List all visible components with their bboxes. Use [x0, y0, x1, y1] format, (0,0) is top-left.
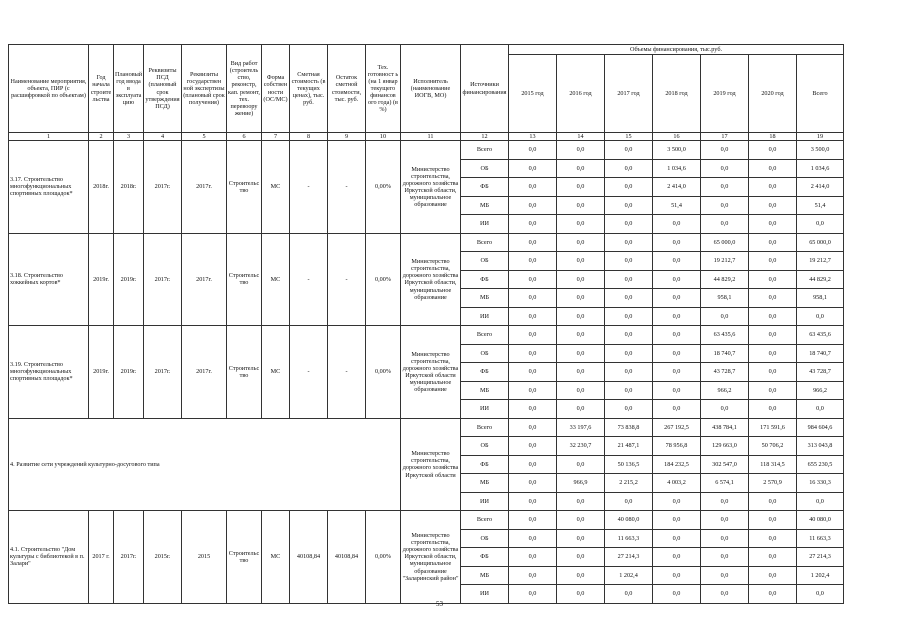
- value-cell: 0,0: [749, 270, 797, 289]
- value-cell: 0,0: [701, 196, 749, 215]
- value-cell: 0,0: [653, 215, 701, 234]
- value-cell: 19 212,7: [797, 252, 844, 271]
- source-cell: ФБ: [461, 363, 509, 382]
- value-cell: 4 003,2: [653, 474, 701, 493]
- remain-cell: -: [328, 233, 366, 326]
- value-cell: 1 202,4: [797, 566, 844, 585]
- value-cell: 0,0: [557, 326, 605, 345]
- source-cell: МБ: [461, 196, 509, 215]
- value-cell: 43 728,7: [797, 363, 844, 382]
- value-cell: 0,0: [701, 511, 749, 530]
- source-cell: Всего: [461, 141, 509, 160]
- value-cell: 1 034,6: [797, 159, 844, 178]
- value-cell: 0,0: [509, 548, 557, 567]
- value-cell: 63 435,6: [797, 326, 844, 345]
- source-cell: ИИ: [461, 400, 509, 419]
- column-number-cell: 14: [557, 133, 605, 141]
- start-year-cell: 2018г.: [89, 141, 114, 234]
- value-cell: 0,0: [509, 326, 557, 345]
- cost-cell: -: [290, 326, 328, 419]
- value-cell: 32 230,7: [557, 437, 605, 456]
- column-number-cell: 12: [461, 133, 509, 141]
- value-cell: 0,0: [749, 289, 797, 308]
- value-cell: 0,0: [653, 233, 701, 252]
- source-cell: ОБ: [461, 252, 509, 271]
- value-cell: 51,4: [797, 196, 844, 215]
- source-cell: ИИ: [461, 585, 509, 604]
- value-cell: 0,0: [557, 381, 605, 400]
- column-number-cell: 7: [262, 133, 290, 141]
- value-cell: 184 232,5: [653, 455, 701, 474]
- value-cell: 0,0: [749, 363, 797, 382]
- work-type-cell: Строительс тво: [227, 233, 262, 326]
- value-cell: 0,0: [557, 585, 605, 604]
- value-cell: 0,0: [557, 196, 605, 215]
- value-cell: 0,0: [509, 400, 557, 419]
- value-cell: 0,0: [605, 400, 653, 419]
- psd-cell: 2017г.: [144, 233, 182, 326]
- value-cell: 0,0: [701, 307, 749, 326]
- value-cell: 0,0: [509, 344, 557, 363]
- column-number-cell: 4: [144, 133, 182, 141]
- value-cell: 267 192,5: [653, 418, 701, 437]
- psd-cell: 2015г.: [144, 511, 182, 604]
- value-cell: 0,0: [797, 400, 844, 419]
- section-title: 4. Развитие сети учреждений культурно-досугового типа: [9, 418, 401, 511]
- executor-cell: Министерство строительства, дорожного хозяйства Иркутской области, муниципальное образование "Заларинский район": [401, 511, 461, 604]
- value-cell: 655 230,5: [797, 455, 844, 474]
- table-row: [9, 141, 844, 160]
- header-executor: Исполнитель (наименование ИОГВ, МО): [401, 45, 461, 133]
- readiness-cell: 0,00%: [366, 511, 401, 604]
- value-cell: 0,0: [653, 511, 701, 530]
- source-cell: ОБ: [461, 437, 509, 456]
- value-cell: 65 000,0: [701, 233, 749, 252]
- value-cell: 0,0: [701, 529, 749, 548]
- column-number-cell: 6: [227, 133, 262, 141]
- value-cell: 0,0: [509, 529, 557, 548]
- value-cell: 0,0: [509, 307, 557, 326]
- source-cell: МБ: [461, 474, 509, 493]
- value-cell: 0,0: [653, 344, 701, 363]
- value-cell: 11 663,3: [605, 529, 653, 548]
- start-year-cell: 2019г.: [89, 233, 114, 326]
- value-cell: 313 043,8: [797, 437, 844, 456]
- value-cell: 0,0: [749, 511, 797, 530]
- source-cell: Всего: [461, 511, 509, 530]
- header-work-type: Вид работ (строитель ство, реконстр, кап. ремонт, тех. перевоору жение): [227, 45, 262, 133]
- commission-year-cell: 2018г.: [114, 141, 144, 234]
- value-cell: 0,0: [509, 196, 557, 215]
- value-cell: 958,1: [797, 289, 844, 308]
- header-commission-year: Плановый год ввода в эксплуата цию: [114, 45, 144, 133]
- start-year-cell: 2019г.: [89, 326, 114, 419]
- value-cell: 0,0: [749, 529, 797, 548]
- source-cell: МБ: [461, 381, 509, 400]
- value-cell: 0,0: [749, 159, 797, 178]
- executor-cell: Министерство строительства, дорожного хозяйства Иркутской области, муниципальное образование: [401, 141, 461, 234]
- value-cell: 0,0: [557, 548, 605, 567]
- source-cell: Всего: [461, 326, 509, 345]
- header-remain: Остаток сметной стоимости, тыс. руб.: [328, 45, 366, 133]
- commission-year-cell: 2019г.: [114, 326, 144, 419]
- value-cell: 3 500,0: [797, 141, 844, 160]
- value-cell: 0,0: [509, 159, 557, 178]
- value-cell: 16 330,3: [797, 474, 844, 493]
- value-cell: 0,0: [605, 344, 653, 363]
- financing-table: [8, 44, 844, 604]
- value-cell: 11 663,3: [797, 529, 844, 548]
- value-cell: 0,0: [749, 492, 797, 511]
- column-number-cell: 16: [653, 133, 701, 141]
- readiness-cell: 0,00%: [366, 233, 401, 326]
- value-cell: 0,0: [653, 289, 701, 308]
- header-funding-title: Объемы финансирования, тыс.руб.: [509, 45, 844, 55]
- value-cell: 0,0: [701, 141, 749, 160]
- column-number-cell: 9: [328, 133, 366, 141]
- value-cell: 0,0: [653, 381, 701, 400]
- value-cell: 0,0: [653, 492, 701, 511]
- expertise-cell: 2017г.: [182, 233, 227, 326]
- column-number-cell: 15: [605, 133, 653, 141]
- value-cell: 0,0: [653, 400, 701, 419]
- value-cell: 438 784,1: [701, 418, 749, 437]
- psd-cell: 2017г.: [144, 141, 182, 234]
- value-cell: 0,0: [509, 178, 557, 197]
- value-cell: 0,0: [557, 233, 605, 252]
- source-cell: ФБ: [461, 178, 509, 197]
- header-year-2020: 2020 год: [749, 55, 797, 133]
- ownership-cell: МС: [262, 326, 290, 419]
- value-cell: 118 314,5: [749, 455, 797, 474]
- value-cell: 1 034,6: [653, 159, 701, 178]
- source-cell: ОБ: [461, 159, 509, 178]
- value-cell: 0,0: [557, 400, 605, 419]
- source-cell: МБ: [461, 566, 509, 585]
- source-cell: ФБ: [461, 548, 509, 567]
- value-cell: 0,0: [557, 511, 605, 530]
- value-cell: 0,0: [701, 400, 749, 419]
- commission-year-cell: 2017г.: [114, 511, 144, 604]
- value-cell: 0,0: [749, 326, 797, 345]
- column-number-cell: 8: [290, 133, 328, 141]
- source-cell: ИИ: [461, 307, 509, 326]
- value-cell: 0,0: [605, 159, 653, 178]
- value-cell: 73 838,8: [605, 418, 653, 437]
- value-cell: 0,0: [749, 566, 797, 585]
- value-cell: 63 435,6: [701, 326, 749, 345]
- value-cell: 2 570,9: [749, 474, 797, 493]
- value-cell: 0,0: [557, 159, 605, 178]
- column-number-cell: 18: [749, 133, 797, 141]
- value-cell: 2 215,2: [605, 474, 653, 493]
- value-cell: 0,0: [749, 307, 797, 326]
- header-name: Наименование мероприятия, объекта, ПИР (с расшифровкой по объектам): [9, 45, 89, 133]
- remain-cell: -: [328, 141, 366, 234]
- page-number: 53: [436, 600, 443, 608]
- value-cell: 0,0: [557, 566, 605, 585]
- value-cell: 0,0: [605, 326, 653, 345]
- remain-cell: -: [328, 326, 366, 419]
- value-cell: 0,0: [605, 233, 653, 252]
- value-cell: 0,0: [701, 215, 749, 234]
- work-type-cell: Строительс тво: [227, 511, 262, 604]
- source-cell: ОБ: [461, 344, 509, 363]
- expertise-cell: 2017г.: [182, 326, 227, 419]
- value-cell: 0,0: [557, 141, 605, 160]
- value-cell: 0,0: [749, 233, 797, 252]
- value-cell: 0,0: [557, 363, 605, 382]
- value-cell: 0,0: [509, 381, 557, 400]
- value-cell: 0,0: [605, 492, 653, 511]
- object-name: 3.19. Строительство многофункциональных спортивных площадок*: [9, 326, 89, 419]
- table-row: [9, 326, 844, 345]
- column-number-cell: 2: [89, 133, 114, 141]
- object-name: 3.18. Строительство хоккейных кортов*: [9, 233, 89, 326]
- header-ownership: Форма собствен ности (ОС/МС): [262, 45, 290, 133]
- value-cell: 0,0: [509, 215, 557, 234]
- value-cell: 0,0: [509, 363, 557, 382]
- value-cell: 0,0: [509, 511, 557, 530]
- value-cell: 0,0: [509, 252, 557, 271]
- value-cell: 78 956,8: [653, 437, 701, 456]
- value-cell: 984 604,6: [797, 418, 844, 437]
- value-cell: 0,0: [701, 178, 749, 197]
- value-cell: 0,0: [509, 289, 557, 308]
- value-cell: 18 740,7: [797, 344, 844, 363]
- value-cell: 171 591,6: [749, 418, 797, 437]
- value-cell: 0,0: [749, 141, 797, 160]
- value-cell: 0,0: [605, 141, 653, 160]
- commission-year-cell: 2019г.: [114, 233, 144, 326]
- readiness-cell: 0,00%: [366, 326, 401, 419]
- header-year-2019: 2019 год: [701, 55, 749, 133]
- expertise-cell: 2017г.: [182, 141, 227, 234]
- value-cell: 19 212,7: [701, 252, 749, 271]
- value-cell: 40 080,0: [605, 511, 653, 530]
- table-row: [9, 418, 844, 437]
- cost-cell: -: [290, 233, 328, 326]
- source-cell: Всего: [461, 418, 509, 437]
- value-cell: 0,0: [605, 307, 653, 326]
- value-cell: 0,0: [749, 215, 797, 234]
- object-name: 3.17. Строительство многофункциональных спортивных площадок*: [9, 141, 89, 234]
- value-cell: 1 202,4: [605, 566, 653, 585]
- header-expertise: Реквизиты государствен ной экспертизы (плановый срок получения): [182, 45, 227, 133]
- ownership-cell: МС: [262, 511, 290, 604]
- executor-cell: Министерство строительства, дорожного хозяйства Иркутской области: [401, 418, 461, 511]
- value-cell: 6 574,1: [701, 474, 749, 493]
- value-cell: 50 136,5: [605, 455, 653, 474]
- column-number-cell: 13: [509, 133, 557, 141]
- source-cell: МБ: [461, 289, 509, 308]
- column-number-cell: 11: [401, 133, 461, 141]
- value-cell: 0,0: [749, 252, 797, 271]
- object-name: 4.1. Строительство "Дом культуры с библиотекой в п. Залари": [9, 511, 89, 604]
- value-cell: 0,0: [749, 196, 797, 215]
- value-cell: 3 500,0: [653, 141, 701, 160]
- value-cell: 0,0: [605, 270, 653, 289]
- column-number-cell: 10: [366, 133, 401, 141]
- column-number-cell: 5: [182, 133, 227, 141]
- value-cell: 18 740,7: [701, 344, 749, 363]
- source-cell: Всего: [461, 233, 509, 252]
- value-cell: 0,0: [797, 492, 844, 511]
- source-cell: ИИ: [461, 492, 509, 511]
- ownership-cell: МС: [262, 141, 290, 234]
- value-cell: 0,0: [797, 307, 844, 326]
- value-cell: 0,0: [557, 455, 605, 474]
- value-cell: 0,0: [557, 492, 605, 511]
- value-cell: 0,0: [557, 215, 605, 234]
- value-cell: 0,0: [605, 585, 653, 604]
- value-cell: 0,0: [797, 585, 844, 604]
- value-cell: 0,0: [557, 307, 605, 326]
- value-cell: 0,0: [509, 474, 557, 493]
- value-cell: 966,2: [797, 381, 844, 400]
- executor-cell: Министерство строительства, дорожного хозяйства Иркутской области, муниципальное образование: [401, 233, 461, 326]
- value-cell: 0,0: [701, 548, 749, 567]
- value-cell: 0,0: [653, 307, 701, 326]
- value-cell: 0,0: [653, 548, 701, 567]
- readiness-cell: 0,00%: [366, 141, 401, 234]
- value-cell: 50 706,2: [749, 437, 797, 456]
- start-year-cell: 2017 г.: [89, 511, 114, 604]
- value-cell: 0,0: [605, 252, 653, 271]
- value-cell: 0,0: [557, 178, 605, 197]
- header-year-2015: 2015 год: [509, 55, 557, 133]
- value-cell: 0,0: [557, 344, 605, 363]
- value-cell: 40 080,0: [797, 511, 844, 530]
- value-cell: 0,0: [653, 566, 701, 585]
- value-cell: 0,0: [557, 529, 605, 548]
- value-cell: 0,0: [605, 381, 653, 400]
- value-cell: 0,0: [509, 492, 557, 511]
- value-cell: 0,0: [557, 252, 605, 271]
- value-cell: 33 197,6: [557, 418, 605, 437]
- value-cell: 0,0: [749, 344, 797, 363]
- column-number-cell: 19: [797, 133, 844, 141]
- value-cell: 0,0: [653, 270, 701, 289]
- header-cost: Сметная стоимость (в текущих ценах), тыс. руб.: [290, 45, 328, 133]
- value-cell: 27 214,3: [797, 548, 844, 567]
- header-year-2016: 2016 год: [557, 55, 605, 133]
- value-cell: 0,0: [797, 215, 844, 234]
- value-cell: 0,0: [749, 548, 797, 567]
- value-cell: 0,0: [509, 566, 557, 585]
- value-cell: 65 000,0: [797, 233, 844, 252]
- value-cell: 0,0: [509, 437, 557, 456]
- psd-cell: 2017г.: [144, 326, 182, 419]
- column-number-cell: 1: [9, 133, 89, 141]
- value-cell: 0,0: [701, 492, 749, 511]
- value-cell: 0,0: [509, 141, 557, 160]
- table-row: [9, 511, 844, 530]
- value-cell: 0,0: [701, 566, 749, 585]
- value-cell: 0,0: [749, 178, 797, 197]
- value-cell: 0,0: [653, 326, 701, 345]
- value-cell: 43 728,7: [701, 363, 749, 382]
- value-cell: 0,0: [605, 363, 653, 382]
- value-cell: 0,0: [653, 363, 701, 382]
- value-cell: 44 829,2: [797, 270, 844, 289]
- value-cell: 0,0: [509, 270, 557, 289]
- value-cell: 0,0: [557, 289, 605, 308]
- value-cell: 0,0: [605, 289, 653, 308]
- value-cell: 0,0: [509, 233, 557, 252]
- work-type-cell: Строительс тво: [227, 326, 262, 419]
- value-cell: 302 547,0: [701, 455, 749, 474]
- header-sources: Источники финансирования: [461, 45, 509, 133]
- value-cell: 0,0: [605, 178, 653, 197]
- value-cell: 0,0: [605, 215, 653, 234]
- value-cell: 0,0: [557, 270, 605, 289]
- work-type-cell: Строительс тво: [227, 141, 262, 234]
- source-cell: ФБ: [461, 455, 509, 474]
- source-cell: ИИ: [461, 215, 509, 234]
- value-cell: 966,2: [701, 381, 749, 400]
- value-cell: 0,0: [653, 252, 701, 271]
- remain-cell: 40108,84: [328, 511, 366, 604]
- source-cell: ОБ: [461, 529, 509, 548]
- cost-cell: 40108,84: [290, 511, 328, 604]
- value-cell: 0,0: [509, 418, 557, 437]
- value-cell: 44 829,2: [701, 270, 749, 289]
- table-row: [9, 233, 844, 252]
- header-total: Всего: [797, 55, 844, 133]
- value-cell: 0,0: [509, 585, 557, 604]
- value-cell: 0,0: [653, 529, 701, 548]
- header-psd: Реквизиты ПСД (плановый срок утверждения ПСД): [144, 45, 182, 133]
- source-cell: ФБ: [461, 270, 509, 289]
- value-cell: 0,0: [749, 381, 797, 400]
- header-start-year: Год начала строите льства: [89, 45, 114, 133]
- column-number-cell: 17: [701, 133, 749, 141]
- value-cell: 27 214,3: [605, 548, 653, 567]
- executor-cell: Министерство строительства, дорожного хозяйства Иркутской области муниципальное образование: [401, 326, 461, 419]
- header-year-2018: 2018 год: [653, 55, 701, 133]
- value-cell: 0,0: [701, 159, 749, 178]
- header-year-2017: 2017 год: [605, 55, 653, 133]
- value-cell: 0,0: [509, 455, 557, 474]
- value-cell: 0,0: [653, 585, 701, 604]
- header-readiness: Тех. готовност ь (на 1 январ текущего финансов ого года) (в %): [366, 45, 401, 133]
- column-number-row: [9, 133, 844, 141]
- value-cell: 0,0: [701, 585, 749, 604]
- value-cell: 2 414,0: [797, 178, 844, 197]
- value-cell: 0,0: [749, 585, 797, 604]
- value-cell: 51,4: [653, 196, 701, 215]
- value-cell: 0,0: [749, 400, 797, 419]
- value-cell: 0,0: [605, 196, 653, 215]
- value-cell: 958,1: [701, 289, 749, 308]
- value-cell: 21 487,1: [605, 437, 653, 456]
- expertise-cell: 2015: [182, 511, 227, 604]
- column-number-cell: 3: [114, 133, 144, 141]
- ownership-cell: МС: [262, 233, 290, 326]
- value-cell: 129 663,0: [701, 437, 749, 456]
- value-cell: 966,9: [557, 474, 605, 493]
- cost-cell: -: [290, 141, 328, 234]
- value-cell: 2 414,0: [653, 178, 701, 197]
